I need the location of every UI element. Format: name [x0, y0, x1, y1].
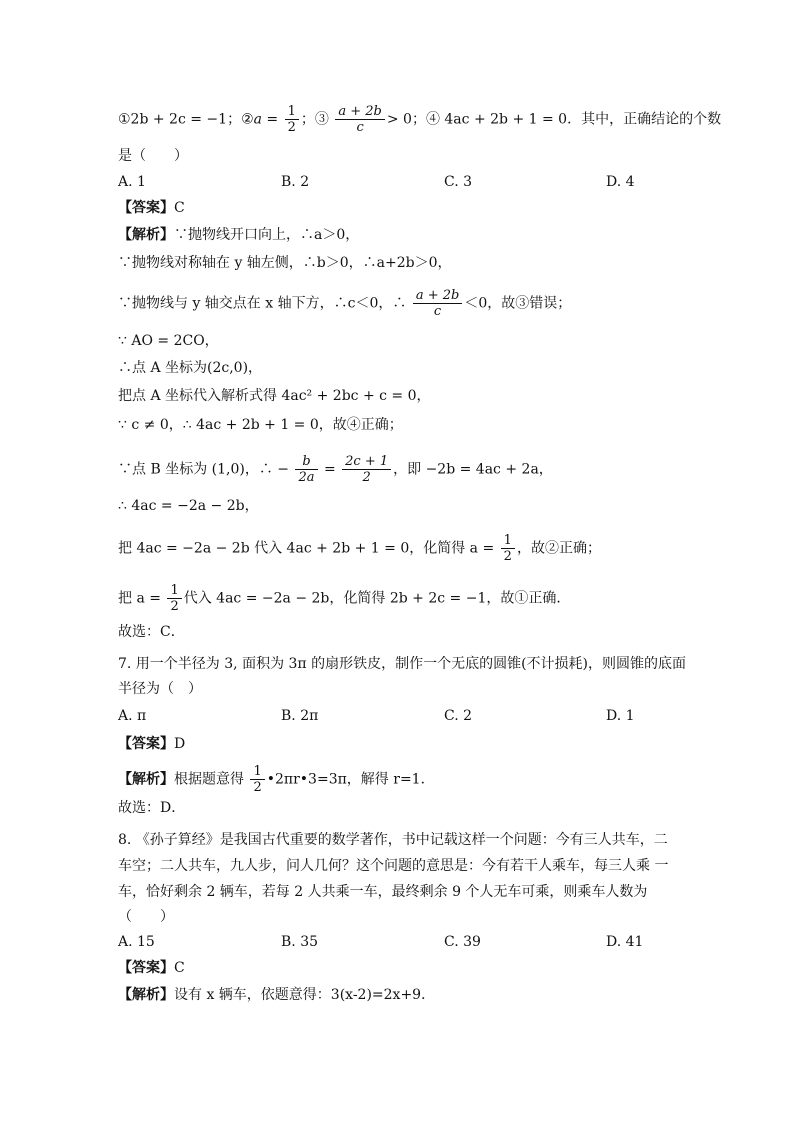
q7-stem-line-2: 半径为（ ）	[118, 681, 202, 697]
q7-frac-half: $\frac{1}{2}$	[250, 764, 264, 795]
q6-option-c: C. 3	[444, 174, 473, 190]
q6-statements-cont: 是（ ）	[118, 148, 188, 164]
q6-analysis-line-2: ∵抛物线对称轴在 y 轴左侧，∴b＞0，∴a+2b＞0，	[118, 255, 452, 271]
q8-option-b: B. 35	[281, 934, 319, 950]
q6-analysis-line-1: 【解析】∵抛物线开口向上，∴a＞0，	[118, 227, 360, 243]
q8-stem-line-1: 8. 《孙子算经》是我国古代重要的数学著作，书中记载这样一个问题：今有三人共车，二	[118, 832, 668, 848]
q8-option-c: C. 39	[444, 934, 481, 950]
q8-stem-line-4: （ ）	[118, 909, 174, 925]
q6-analysis-line-5: ∴点 A 坐标为(2c,0)，	[118, 360, 263, 376]
q6-analysis-line-3: ∵抛物线与 y 轴交点在 x 轴下方，∴c＜0，∴ $\frac{a + 2b}{c}$ ＜0，故③错误；	[118, 288, 572, 319]
q7-option-d: D. 1	[606, 708, 635, 724]
q6-frac-a3: $\frac{a + 2b}{c}$	[413, 288, 463, 319]
q7-option-a: A. π	[118, 708, 147, 724]
q8-analysis-line-1: 【解析】设有 x 辆车，依题意得：3(x-2)=2x+9．	[118, 987, 436, 1003]
q6-option-d: D. 4	[606, 174, 635, 190]
q6-conclusion: 故选：C．	[118, 624, 185, 640]
q6-answer: 【答案】C	[118, 200, 185, 216]
q7-conclusion: 故选：D．	[118, 800, 186, 816]
q8-answer: 【答案】C	[118, 960, 185, 976]
q7-option-c: C. 2	[444, 708, 473, 724]
q6-frac-a11: $\frac{1}{2}$	[167, 583, 181, 614]
q6-analysis-line-6: 把点 A 坐标代入解析式得 4ac² + 2bc + c = 0，	[118, 388, 431, 404]
q6-frac-half: $\frac{1}{2}$	[285, 104, 299, 135]
q6-analysis-line-7: ∵ c ≠ 0，∴ 4ac + 2b + 1 = 0，故④正确；	[118, 417, 403, 433]
q6-analysis-line-4: ∵ AO = 2CO，	[118, 333, 219, 349]
q6-frac-a10: $\frac{1}{2}$	[501, 533, 515, 564]
q6-statements-line: ①2b + 2c = −1；②a = $\frac{1}{2}$ ；③ $\frac{a + 2b}{c}$ > 0；④ 4ac + 2b + 1 = 0．其中，正确结论的个数	[118, 104, 722, 135]
q6-analysis-line-8: ∵点 B 坐标为 (1,0)，∴ − $\frac{b}{2a}$ = $\frac{2c + 1}{2}$ ，即 −2b = 4ac + 2a，	[118, 454, 553, 485]
q8-stem-line-3: 车，恰好剩余 2 辆车，若每 2 人共乘一车，最终剩余 9 个人无车可乘，则乘车人数为	[118, 884, 648, 900]
q6-frac-b-2a: $\frac{b}{2a}$	[295, 454, 317, 485]
q8-option-d: D. 41	[606, 934, 644, 950]
q7-answer: 【答案】D	[118, 736, 186, 752]
q7-stem-line-1: 7. 用一个半径为 3, 面积为 3π 的扇形铁皮，制作一个无底的圆锥(不计损耗)，则圆锥的底面	[118, 656, 686, 672]
q6-frac-2c1-2: $\frac{2c + 1}{2}$	[342, 454, 391, 485]
q6-option-b: B. 2	[281, 174, 310, 190]
q6-analysis-line-10: 把 4ac = −2a − 2b 代入 4ac + 2b + 1 = 0，化简得 a = $\frac{1}{2}$ ，故②正确；	[118, 533, 601, 564]
q7-option-b: B. 2π	[281, 708, 319, 724]
q8-stem-line-2: 车空；二人共车，九人步，问人几何？这个问题的意思是：今有若干人乘车，每三人乘 一	[118, 858, 669, 874]
q8-option-a: A. 15	[118, 934, 155, 950]
q7-analysis-line-1: 【解析】根据题意得 $\frac{1}{2}$ •2πr•3=3π，解得 r=1．	[118, 764, 435, 795]
q6-analysis-line-11: 把 a = $\frac{1}{2}$ 代入 4ac = −2a − 2b，化简得 2b + 2c = −1，故①正确．	[118, 583, 571, 614]
q6-option-a: A. 1	[118, 174, 146, 190]
q6-analysis-line-9: ∴ 4ac = −2a − 2b，	[118, 498, 259, 514]
q6-frac-a2b-c: $\frac{a + 2b}{c}$	[335, 104, 385, 135]
